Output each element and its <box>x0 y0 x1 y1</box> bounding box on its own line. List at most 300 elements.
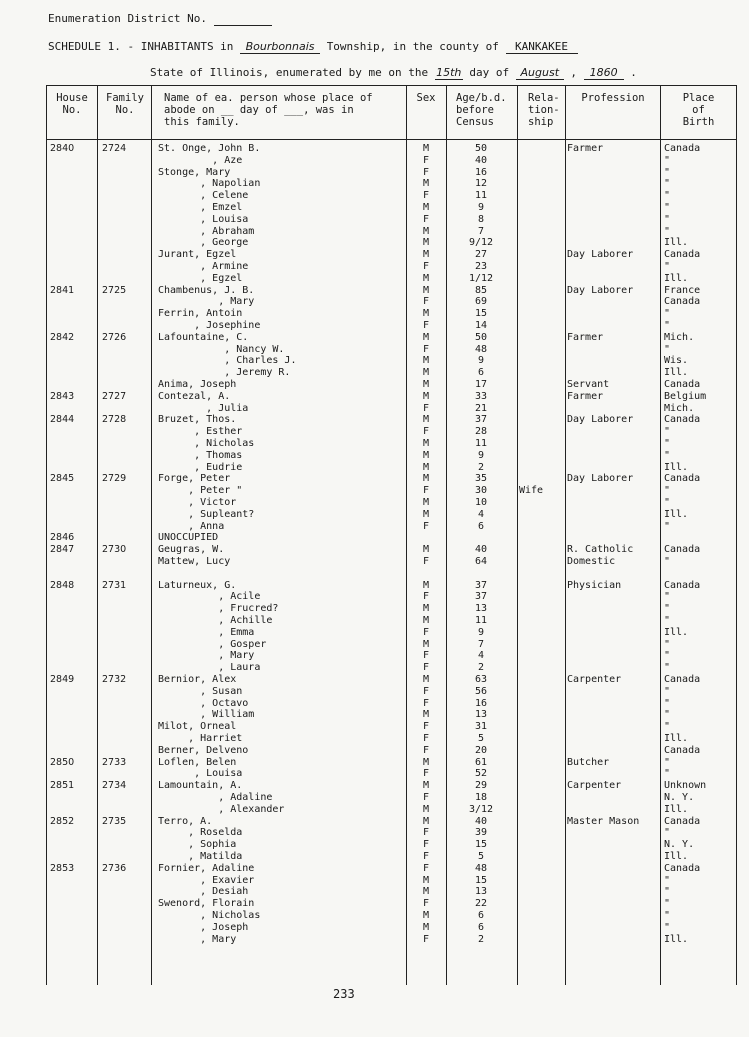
house-number-cell: 2841 <box>50 284 75 296</box>
age-cell: 11 <box>474 438 488 449</box>
profession-cell: R. Catholic <box>567 544 634 556</box>
table-row <box>0 627 749 639</box>
name-cell: , Nicholas <box>158 438 255 449</box>
age-cell: 63 <box>474 674 488 685</box>
table-row <box>0 273 749 285</box>
table-row <box>0 249 749 261</box>
name-cell: , Susan <box>158 685 243 697</box>
col-header-house: House No. <box>56 92 88 116</box>
sex-cell: F <box>422 685 430 697</box>
sex-cell: F <box>422 697 430 709</box>
birthplace-cell: " <box>664 827 671 839</box>
table-row <box>0 462 749 474</box>
name-cell: , Mary <box>158 933 237 945</box>
sex-cell: M <box>422 638 430 650</box>
header-bottom-rule <box>46 139 736 140</box>
sex-cell: F <box>422 898 430 910</box>
birthplace-cell: Ill. <box>664 237 689 249</box>
age-cell: 9 <box>477 202 485 213</box>
family-number-cell: 2725 <box>102 284 127 296</box>
sex-cell: M <box>422 874 430 886</box>
name-cell: , Sophia <box>158 839 237 851</box>
table-row <box>0 261 749 273</box>
profession-cell: Farmer <box>567 331 604 343</box>
table-row <box>0 438 749 450</box>
birthplace-cell: Belgium <box>664 390 707 402</box>
birthplace-cell: France <box>664 284 701 296</box>
sex-cell: M <box>422 143 430 154</box>
name-cell: Fornier, Adaline <box>158 862 255 874</box>
age-cell: 15 <box>474 839 488 851</box>
sex-cell: M <box>422 237 430 249</box>
sex-cell: F <box>422 154 430 166</box>
table-row <box>0 414 749 426</box>
family-number-cell: 2727 <box>102 390 127 402</box>
name-cell: , Josephine <box>158 320 261 331</box>
sex-cell: M <box>422 780 430 792</box>
table-row <box>0 473 749 485</box>
age-cell: 40 <box>474 544 488 556</box>
sex-cell: F <box>422 650 430 662</box>
age-cell: 50 <box>474 331 488 343</box>
profession-cell: Day Laborer <box>567 284 634 296</box>
birthplace-cell: Ill. <box>664 803 689 815</box>
table-row <box>0 709 749 721</box>
birthplace-cell: Ill. <box>664 851 689 862</box>
sex-cell: F <box>422 862 430 874</box>
birthplace-cell: " <box>664 603 671 615</box>
name-cell: Ferrin, Antoin <box>158 308 243 320</box>
table-row <box>0 745 749 757</box>
age-cell: 37 <box>474 414 488 426</box>
age-cell: 27 <box>474 249 488 261</box>
profession-cell: Carpenter <box>567 674 622 685</box>
sex-cell: M <box>422 473 430 485</box>
name-cell: Loflen, Belen <box>158 756 237 768</box>
birthplace-cell: Mich. <box>664 331 695 343</box>
name-cell: , Octavo <box>158 697 249 709</box>
sex-cell: F <box>422 591 430 603</box>
age-cell: 15 <box>474 874 488 886</box>
profession-cell: Domestic <box>567 556 616 567</box>
profession-cell: Day Laborer <box>567 473 634 485</box>
day-of-label: day of <box>469 66 510 79</box>
sex-cell: F <box>422 166 430 178</box>
birthplace-cell: Canada <box>664 143 701 154</box>
name-cell: Forge, Peter <box>158 473 231 485</box>
name-cell: , Thomas <box>158 449 243 461</box>
birthplace-cell: Mich. <box>664 402 695 414</box>
name-cell: Berner, Delveno <box>158 744 249 756</box>
birthplace-cell: " <box>664 756 671 768</box>
age-cell: 6 <box>477 910 485 921</box>
sex-cell: M <box>422 390 430 402</box>
sex-cell: M <box>422 674 430 685</box>
name-cell: , George <box>158 237 249 249</box>
state-line <box>150 66 637 80</box>
table-row <box>0 202 749 214</box>
house-number-cell: 2844 <box>50 414 75 426</box>
name-cell: Anima, Joseph <box>158 379 237 390</box>
name-cell: , Aze <box>158 154 243 166</box>
sex-cell: M <box>422 367 430 379</box>
family-number-cell: 2726 <box>102 331 127 343</box>
birthplace-cell: " <box>664 497 671 508</box>
birthplace-cell: " <box>664 320 671 331</box>
sex-cell: M <box>422 815 430 827</box>
col-header-family: Family No. <box>106 92 144 116</box>
age-cell: 40 <box>474 815 488 827</box>
house-number-cell: 2851 <box>50 780 75 792</box>
birthplace-cell: " <box>664 178 671 190</box>
name-cell: , Gosper <box>158 638 267 650</box>
profession-cell: Day Laborer <box>567 249 634 261</box>
relationship-cell: Wife <box>519 485 544 497</box>
table-row <box>0 521 749 533</box>
col-header-name: Name of ea. person whose place of abode on __ day of ___, was in this family. <box>164 92 373 128</box>
family-number-cell: 2736 <box>102 862 127 874</box>
name-cell: , Frucred? <box>158 603 279 615</box>
age-cell: 20 <box>474 744 488 756</box>
birthplace-cell: " <box>664 874 671 886</box>
birthplace-cell: " <box>664 438 671 449</box>
birthplace-cell: " <box>664 910 671 921</box>
table-row <box>0 603 749 615</box>
birthplace-cell: Canada <box>664 379 701 390</box>
name-cell: , Desiah <box>158 886 249 898</box>
sex-cell: M <box>422 544 430 556</box>
sex-cell: M <box>422 272 430 284</box>
age-cell: 39 <box>474 827 488 839</box>
name-cell: Contezal, A. <box>158 390 231 402</box>
table-row <box>0 167 749 179</box>
house-number-cell: 2846 <box>50 532 75 544</box>
table-row <box>0 532 749 544</box>
table-row <box>0 580 749 592</box>
age-cell: 48 <box>474 343 488 355</box>
sex-cell: F <box>422 402 430 414</box>
age-cell: 6 <box>477 520 485 532</box>
name-cell: , Laura <box>158 662 261 674</box>
table-row <box>0 886 749 898</box>
sex-cell: F <box>422 320 430 331</box>
table-row <box>0 698 749 710</box>
birthplace-cell: " <box>664 650 671 662</box>
table-row <box>0 391 749 403</box>
family-number-cell: 2728 <box>102 414 127 426</box>
age-cell: 31 <box>474 721 488 733</box>
sex-cell: M <box>422 438 430 449</box>
age-cell: 48 <box>474 862 488 874</box>
table-row <box>0 155 749 167</box>
table-row <box>0 379 749 391</box>
sex-cell: M <box>422 308 430 320</box>
table-row <box>0 556 749 568</box>
age-cell: 8 <box>477 213 485 225</box>
age-cell: 52 <box>474 768 488 780</box>
birthplace-cell: " <box>664 638 671 650</box>
name-cell: , Eudrie <box>158 461 243 473</box>
table-row <box>0 344 749 356</box>
name-cell: , Anna <box>158 520 225 532</box>
house-number-cell: 2847 <box>50 544 75 556</box>
table-row <box>0 780 749 792</box>
family-number-cell: 2732 <box>102 674 127 685</box>
birthplace-cell: " <box>664 213 671 225</box>
sex-cell: F <box>422 744 430 756</box>
house-number-cell: 2848 <box>50 579 75 591</box>
name-cell: , Jeremy R. <box>158 367 291 379</box>
family-number-cell: 2733 <box>102 756 127 768</box>
age-cell: 9 <box>477 355 485 367</box>
name-cell: , Louisa <box>158 213 249 225</box>
table-row <box>0 768 749 780</box>
age-cell: 11 <box>474 615 488 626</box>
sex-cell: F <box>422 768 430 780</box>
birthplace-cell: Canada <box>664 744 701 756</box>
table-row <box>0 615 749 627</box>
birthplace-cell: " <box>664 166 671 178</box>
sex-cell: F <box>422 343 430 355</box>
birthplace-cell: Ill. <box>664 733 689 744</box>
sex-cell: M <box>422 921 430 933</box>
birthplace-cell: N. Y. <box>664 792 695 803</box>
birthplace-cell: Ill. <box>664 933 689 945</box>
name-cell: Milot, Orneal <box>158 721 237 733</box>
age-cell: 9/12 <box>468 237 494 249</box>
name-cell: Lamountain, A. <box>158 780 243 792</box>
table-row <box>0 332 749 344</box>
house-number-cell: 2850 <box>50 756 75 768</box>
age-cell: 29 <box>474 780 488 792</box>
age-cell: 7 <box>477 225 485 237</box>
day-value: 15th <box>436 66 462 79</box>
profession-cell: Carpenter <box>567 780 622 792</box>
age-cell: 37 <box>474 579 488 591</box>
name-cell: , Abraham <box>158 225 255 237</box>
age-cell: 15 <box>474 308 488 320</box>
age-cell: 13 <box>474 709 488 721</box>
family-number-cell: 2730 <box>102 544 127 556</box>
birthplace-cell: " <box>664 154 671 166</box>
birthplace-cell: " <box>664 685 671 697</box>
birthplace-cell: " <box>664 768 671 780</box>
name-cell: , Supleant? <box>158 508 255 520</box>
birthplace-cell: Canada <box>664 296 701 308</box>
profession-cell: Physician <box>567 579 622 591</box>
table-top-rule <box>46 85 736 86</box>
col-header-birthplace: Place of Birth <box>682 92 715 128</box>
sex-cell: F <box>422 827 430 839</box>
age-cell: 6 <box>477 921 485 933</box>
age-cell: 9 <box>477 449 485 461</box>
sex-cell: M <box>422 178 430 190</box>
age-cell: 2 <box>477 933 485 945</box>
table-row <box>0 403 749 415</box>
age-cell: 18 <box>474 792 488 803</box>
table-row <box>0 591 749 603</box>
table-row <box>0 308 749 320</box>
family-number-cell: 2735 <box>102 815 127 827</box>
name-cell: , Esther <box>158 426 243 438</box>
table-row <box>0 190 749 202</box>
table-row <box>0 497 749 509</box>
page-number: 233 <box>333 987 355 1001</box>
schedule-prefix: SCHEDULE 1. - INHABITANTS in <box>48 40 234 53</box>
age-cell: 23 <box>474 261 488 272</box>
name-cell: , Exavier <box>158 874 255 886</box>
age-cell: 17 <box>474 379 488 390</box>
age-cell: 40 <box>474 154 488 166</box>
table-row <box>0 296 749 308</box>
age-cell: 33 <box>474 390 488 402</box>
table-row <box>0 568 749 580</box>
name-cell: , Achille <box>158 615 273 626</box>
table-row <box>0 827 749 839</box>
sex-cell: F <box>422 213 430 225</box>
age-cell: 1/12 <box>468 272 494 284</box>
family-number-cell: 2734 <box>102 780 127 792</box>
profession-cell: Butcher <box>567 756 610 768</box>
family-number-cell: 2724 <box>102 143 127 154</box>
name-cell: , Acile <box>158 591 261 603</box>
profession-cell: Servant <box>567 379 610 390</box>
sex-cell: M <box>422 579 430 591</box>
table-row <box>0 922 749 934</box>
sex-cell: F <box>422 839 430 851</box>
age-cell: 16 <box>474 166 488 178</box>
age-cell: 7 <box>477 638 485 650</box>
name-cell: , Adaline <box>158 792 273 803</box>
age-cell: 12 <box>474 178 488 190</box>
sex-cell: M <box>422 449 430 461</box>
name-cell: Swenord, Florain <box>158 898 255 910</box>
name-cell: , Roselda <box>158 827 243 839</box>
age-cell: 37 <box>474 591 488 603</box>
sex-cell: F <box>422 190 430 202</box>
table-row <box>0 733 749 745</box>
sex-cell: F <box>422 626 430 638</box>
name-cell: , Julia <box>158 402 249 414</box>
name-cell: , Nancy W. <box>158 343 285 355</box>
sex-cell: M <box>422 225 430 237</box>
birthplace-cell: Ill. <box>664 461 689 473</box>
table-row <box>0 143 749 155</box>
age-cell: 64 <box>474 556 488 567</box>
age-cell: 11 <box>474 190 488 202</box>
birthplace-cell: " <box>664 485 671 497</box>
age-cell: 9 <box>477 626 485 638</box>
age-cell: 14 <box>474 320 488 331</box>
sex-cell: M <box>422 355 430 367</box>
name-cell: , Mary <box>158 650 255 662</box>
name-cell: , Emzel <box>158 202 243 213</box>
table-row <box>0 509 749 521</box>
sex-cell: F <box>422 556 430 567</box>
sex-cell: M <box>422 202 430 213</box>
table-row <box>0 426 749 438</box>
profession-cell: Farmer <box>567 390 604 402</box>
birthplace-cell: Ill. <box>664 272 689 284</box>
birthplace-cell: Ill. <box>664 367 689 379</box>
name-cell: UNOCCUPIED <box>158 532 219 544</box>
table-row <box>0 686 749 698</box>
sex-cell: M <box>422 461 430 473</box>
sex-cell: F <box>422 261 430 272</box>
age-cell: 28 <box>474 426 488 438</box>
name-cell: , William <box>158 709 255 721</box>
family-number-cell: 2729 <box>102 473 127 485</box>
birthplace-cell: " <box>664 202 671 213</box>
year-value: 1860 <box>584 67 624 80</box>
name-cell: , Peter " <box>158 485 243 497</box>
name-cell: Bruzet, Thos. <box>158 414 237 426</box>
table-row <box>0 639 749 651</box>
sex-cell: F <box>422 933 430 945</box>
birthplace-cell: Ill. <box>664 626 689 638</box>
name-cell: Chambenus, J. B. <box>158 284 255 296</box>
table-row <box>0 355 749 367</box>
age-cell: 85 <box>474 284 488 296</box>
table-row <box>0 910 749 922</box>
sex-cell: F <box>422 485 430 497</box>
sex-cell: M <box>422 603 430 615</box>
sex-cell: M <box>422 508 430 520</box>
sex-cell: M <box>422 284 430 296</box>
profession-cell: Day Laborer <box>567 414 634 426</box>
birthplace-cell: " <box>664 426 671 438</box>
table-row <box>0 485 749 497</box>
birthplace-cell: Canada <box>664 249 701 261</box>
name-cell: St. Onge, John B. <box>158 143 261 154</box>
name-cell: , Alexander <box>158 803 285 815</box>
sex-cell: F <box>422 296 430 308</box>
birthplace-cell: " <box>664 898 671 910</box>
name-cell: Terro, A. <box>158 815 213 827</box>
birthplace-cell: " <box>664 190 671 202</box>
table-row <box>0 650 749 662</box>
birthplace-cell: Canada <box>664 579 701 591</box>
name-cell: , Celene <box>158 190 249 202</box>
sex-cell: F <box>422 721 430 733</box>
birthplace-cell: Canada <box>664 674 701 685</box>
township-suffix: Township, in the county of <box>326 40 499 53</box>
name-cell: , Matilda <box>158 851 243 862</box>
table-row <box>0 178 749 190</box>
birthplace-cell: Canada <box>664 473 701 485</box>
sex-cell: M <box>422 886 430 898</box>
birthplace-cell: " <box>664 886 671 898</box>
house-number-cell: 2849 <box>50 674 75 685</box>
sex-cell: M <box>422 414 430 426</box>
profession-cell: Farmer <box>567 143 604 154</box>
birthplace-cell: Canada <box>664 544 701 556</box>
table-row <box>0 367 749 379</box>
enum-district-line <box>48 12 272 26</box>
table-row <box>0 662 749 674</box>
enum-district-label: Enumeration District No. <box>48 12 207 25</box>
age-cell: 3/12 <box>468 803 494 815</box>
age-cell: 30 <box>474 485 488 497</box>
name-cell: Mattew, Lucy <box>158 556 231 567</box>
name-cell: , Charles J. <box>158 355 297 367</box>
table-row <box>0 721 749 733</box>
schedule-line <box>48 40 578 54</box>
age-cell: 4 <box>477 508 485 520</box>
sex-cell: F <box>422 851 430 862</box>
name-cell: , Napolian <box>158 178 261 190</box>
sex-cell: F <box>422 792 430 803</box>
